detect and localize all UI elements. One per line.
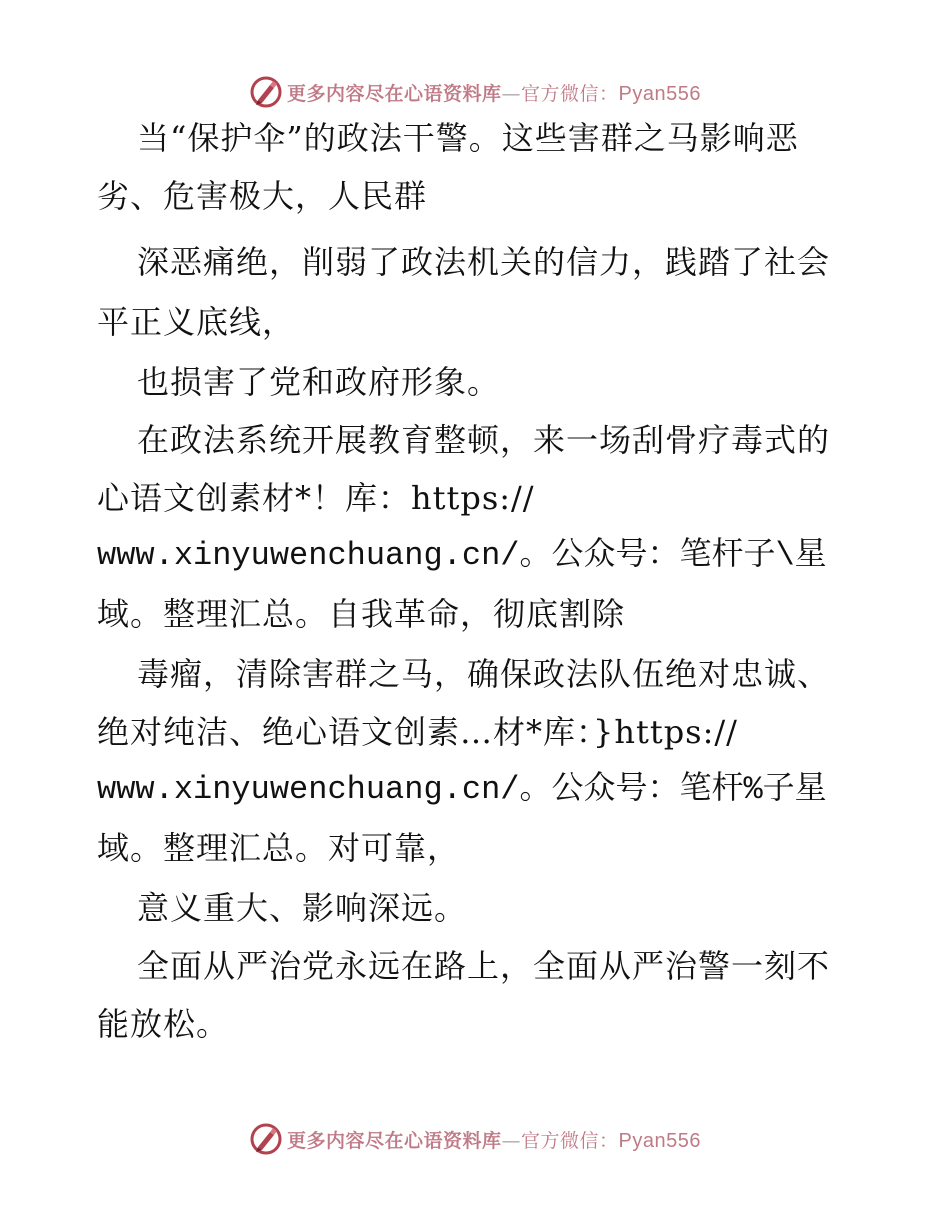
footer-banner: [0, 1119, 950, 1159]
header-banner-id: Pyan556: [618, 82, 701, 105]
paragraph-line: 心语文创素材*！库：https://: [97, 479, 535, 517]
paragraph-line: 也损害了党和政府形象。: [137, 363, 501, 401]
footer-banner-main: 更多内容尽在心语资料库: [287, 1129, 502, 1152]
header-banner-dash: —: [501, 82, 522, 105]
header-banner-main: 更多内容尽在心语资料库: [287, 82, 502, 105]
paragraph-line: 平正义底线，: [97, 303, 296, 341]
paragraph-line: 当“保护伞”的政法干警。这些害群之马影响恶: [137, 119, 799, 157]
footer-banner-dash: —: [501, 1129, 522, 1152]
footer-banner-sub: 官方微信：: [521, 1129, 619, 1152]
footer-banner-id: Pyan556: [618, 1129, 701, 1152]
paragraph-line: 劣、危害极大，人民群: [97, 177, 428, 215]
header-banner: [0, 72, 950, 112]
paragraph-line: 意义重大、影响深远。: [137, 889, 468, 927]
paragraph-line: www.xinyuwenchuang.cn/。公众号：笔杆子\星: [97, 537, 827, 574]
header-banner-sub: 官方微信：: [521, 82, 619, 105]
paragraph-line: 能放松。: [97, 1005, 230, 1043]
paragraph-line: 全面从严治党永远在路上，全面从严治警一刻不: [137, 947, 831, 985]
footer-banner-text: [287, 1126, 701, 1153]
paragraph-line: 绝对纯洁、绝心语文创素…材*库：}https://: [97, 713, 738, 751]
pen-logo-icon: [249, 1122, 283, 1156]
header-banner-text: [287, 79, 701, 106]
paragraph-line: www.xinyuwenchuang.cn/。公众号：笔杆%子星: [97, 771, 827, 808]
paragraph-line: 域。整理汇总。对可靠，: [97, 829, 461, 867]
paragraph-line: 在政法系统开展教育整顿，来一场刮骨疗毒式的: [137, 421, 831, 459]
paragraph-line: 域。整理汇总。自我革命，彻底割除: [97, 595, 626, 633]
paragraph-line: 深恶痛绝，削弱了政法机关的信力，践踏了社会: [137, 243, 831, 281]
pen-logo-icon: [249, 75, 283, 109]
paragraph-line: 毒瘤，清除害群之马，确保政法队伍绝对忠诚、: [137, 655, 831, 693]
